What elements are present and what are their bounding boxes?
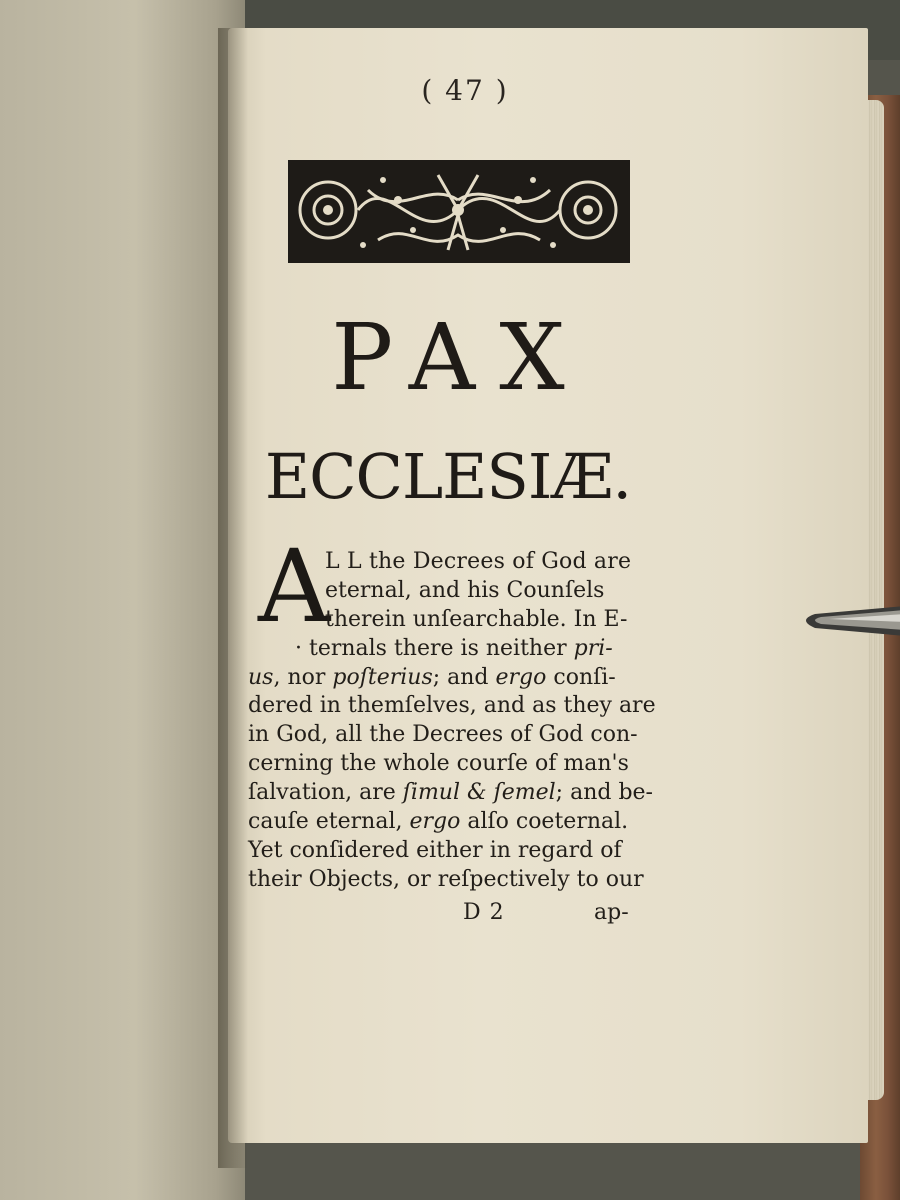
text-line: in God, all the Decrees of God con- xyxy=(248,722,638,747)
floral-ornament-icon xyxy=(288,160,630,263)
text-segment: · ternals there is neither xyxy=(295,636,574,661)
signature-mark: D 2 xyxy=(463,900,505,925)
italic-segment: ergo xyxy=(409,809,461,834)
left-page xyxy=(0,0,245,1200)
drop-cap: A xyxy=(258,528,331,645)
text-line xyxy=(295,638,613,660)
text-line: their Objects, or reſpectively to our xyxy=(248,867,644,892)
text-segment: cauſe eternal, xyxy=(248,809,410,834)
text-segment: ſalvation, are xyxy=(248,780,403,805)
text-line xyxy=(248,782,653,804)
text-line xyxy=(248,811,628,833)
text-line: therein unſearchable. In E- xyxy=(325,607,628,632)
text-segment: conſi- xyxy=(546,665,616,690)
italic-segment: ſimul & ſemel xyxy=(402,780,556,805)
page-title: PAX xyxy=(331,304,589,411)
text-line: Yet conſidered either in regard of xyxy=(248,838,622,863)
italic-segment: ergo xyxy=(495,665,547,690)
italic-segment: poſterius xyxy=(332,665,433,690)
page-number: ( 47 ) xyxy=(421,74,509,107)
text-line: L L the Decrees of God are xyxy=(325,549,632,574)
italic-segment: pri- xyxy=(573,636,613,661)
text-segment: ; and xyxy=(432,665,496,690)
text-segment: , nor xyxy=(273,665,333,690)
text-segment: ; and be- xyxy=(555,780,653,805)
text-line: dered in themſelves, and as they are xyxy=(248,693,656,718)
text-line: cerning the whole courſe of man's xyxy=(248,751,629,776)
page-subtitle: ECCLESIÆ. xyxy=(264,440,632,513)
text-line xyxy=(248,667,616,689)
text-line: eternal, and his Counſels xyxy=(325,578,605,603)
italic-segment: us xyxy=(248,665,274,690)
metal-clip-icon xyxy=(795,602,900,640)
text-segment: alſo coeternal. xyxy=(460,809,629,834)
catchword: ap- xyxy=(594,900,629,925)
gutter-shadow xyxy=(218,28,248,1168)
